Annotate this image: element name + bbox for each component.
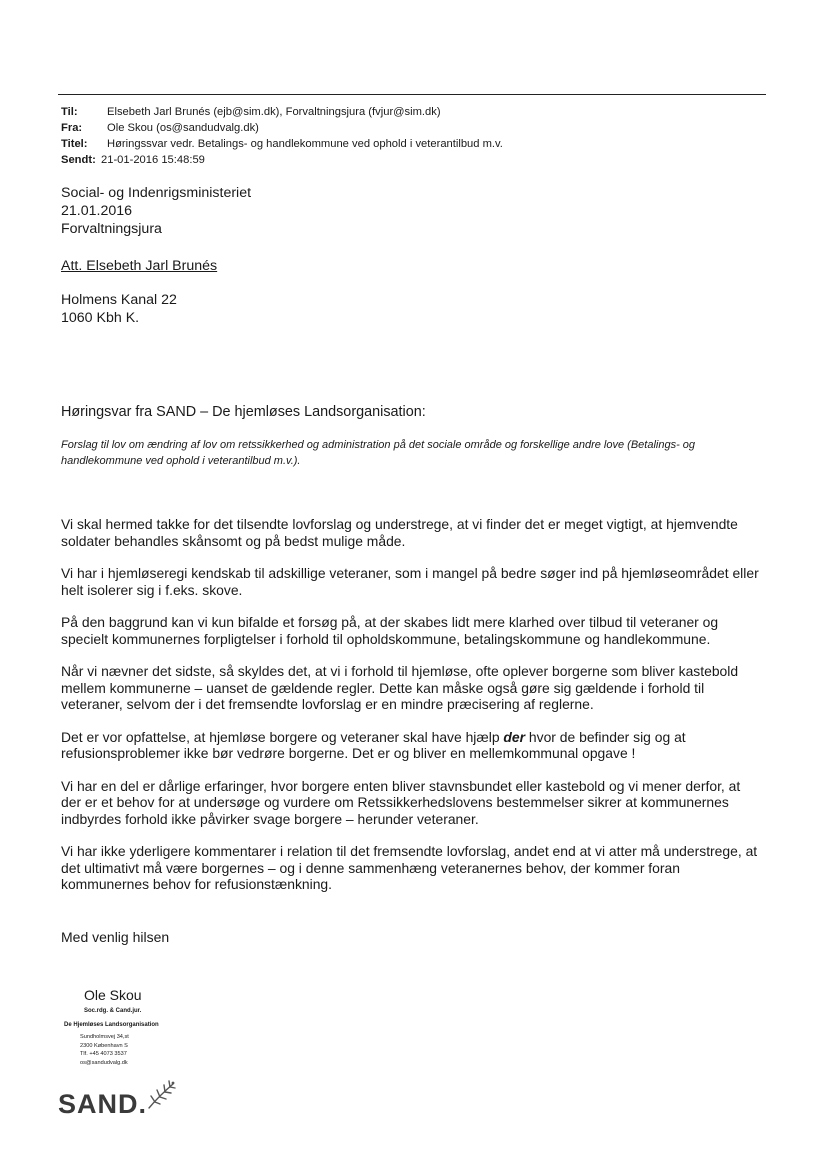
recipient-address — [61, 291, 177, 327]
signature-email: os@sandudvalg.dk — [80, 1059, 128, 1066]
paragraph-1: Vi skal hermed takke for det tilsendte lovforslag og understrege, at vi finder det er meget vigtigt, at hjemvendte soldater behandles skånsomt og på bedst mulige måde. — [61, 516, 738, 549]
closing: Med venlig hilsen — [61, 929, 170, 945]
letter-date: 21.01.2016 — [61, 203, 133, 219]
paragraph-3: På den baggrund kan vi kun bifalde et forsøg på, at der skabes lidt mere klarhed over tilbud til veteraner og specielt kommunernes forpligtelser i forhold til opholdskommune, betalingskommune og handlekommune. — [61, 614, 719, 647]
address-city: 1060 Kbh K. — [61, 310, 140, 326]
to-label: Til: — [61, 106, 78, 118]
signature-title: Soc.rdg. & Cand.jur. — [84, 1008, 142, 1014]
paragraph-5-end: hvor de befinder sig og at refusionsproblemer ikke bør vedrøre borgerne. Det er og bliver en mellemkommunal opgave ! — [61, 728, 686, 761]
title-value: Høringssvar vedr. Betalings- og handlekommune ved ophold i veterantilbud m.v. — [107, 138, 503, 150]
attention-line: Att. Elsebeth Jarl Brunés — [61, 258, 218, 274]
to-row — [61, 104, 503, 120]
sent-value: 21-01-2016 15:48:59 — [101, 154, 205, 166]
sand-logo — [58, 1084, 179, 1124]
signature-phone: Tlf. +45 4073 3537 — [80, 1051, 127, 1057]
title-row — [61, 136, 503, 152]
from-label: Fra: — [61, 122, 83, 134]
signature-street: Sundholmsvej 34,st — [80, 1034, 129, 1040]
recipient-block — [61, 184, 251, 238]
email-header — [61, 104, 503, 168]
signature-name: Ole Skou — [84, 987, 142, 1003]
letter-body — [61, 516, 761, 909]
recipient-org: Social- og Indenrigsministeriet — [61, 185, 252, 201]
signature-contact — [80, 1033, 129, 1067]
paragraph-5-start: Det er vor opfattelse, at hjemløse borgere og veteraner skal have hjælp — [61, 728, 504, 745]
from-value: Ole Skou (os@sandudvalg.dk) — [107, 122, 259, 134]
subject-line: Forslag til lov om ændring af lov om retssikkerhed og administration på det sociale område og forskellige andre love (Betalings- og handlekommune ved ophold i veterantilbud m.v.). — [61, 439, 696, 467]
leaf-sprig-icon — [145, 1078, 179, 1112]
sent-row — [61, 152, 503, 168]
paragraph-6: Vi har en del er dårlige erfaringer, hvor borgere enten bliver stavnsbundet eller kastebold og vi mener derfor, at der er et behov for at undersøge og vurdere om Retssikkerhedslovens bestemmelser sikrer at kommunernes indbyrdes forhold ikke påvirker svage borgere – herunder veteraner. — [61, 777, 741, 827]
title-label: Titel: — [61, 138, 88, 150]
signature-city: 2300 København S — [80, 1042, 128, 1049]
recipient-dept: Forvaltningsjura — [61, 221, 162, 237]
letter-heading: Høringsvar fra SAND – De hjemløses Landsorganisation: — [61, 404, 426, 420]
emphasis-der: der — [503, 728, 526, 745]
signature-org: De Hjemløses Landsorganisation — [64, 1022, 159, 1028]
header-divider — [58, 94, 766, 95]
paragraph-7: Vi har ikke yderligere kommentarer i relation til det fremsendte lovforslag, andet end at vi atter må understrege, at det ultimativt må være borgernes – og i denne sammenhæng veteranernes behov, der kommer foran kommunernes behov for refusionstænkning. — [61, 843, 758, 892]
logo-text: SAND. — [58, 1089, 148, 1119]
paragraph-4: Når vi nævner det sidste, så skyldes det, at vi i forhold til hjemløse, ofte oplever borgerne som bliver kastebold mellem kommunerne – uanset de gældende regler. Dette kan måske også gøre sig gældende i forhold til veteraner, selvom der i det fremsendte lovforslag er en mindre præcisering af reglerne. — [61, 663, 739, 712]
from-row — [61, 120, 503, 136]
to-value: Elsebeth Jarl Brunés (ejb@sim.dk), Forvaltningsjura (fvjur@sim.dk) — [107, 106, 441, 118]
paragraph-5 — [61, 729, 761, 762]
sent-label: Sendt: — [61, 154, 96, 166]
paragraph-2: Vi har i hjemløseregi kendskab til adskillige veteraner, som i mangel på bedre søger ind på hjemløseområdet eller helt isolerer sig i f.eks. skove. — [61, 565, 759, 598]
address-street: Holmens Kanal 22 — [61, 292, 177, 308]
